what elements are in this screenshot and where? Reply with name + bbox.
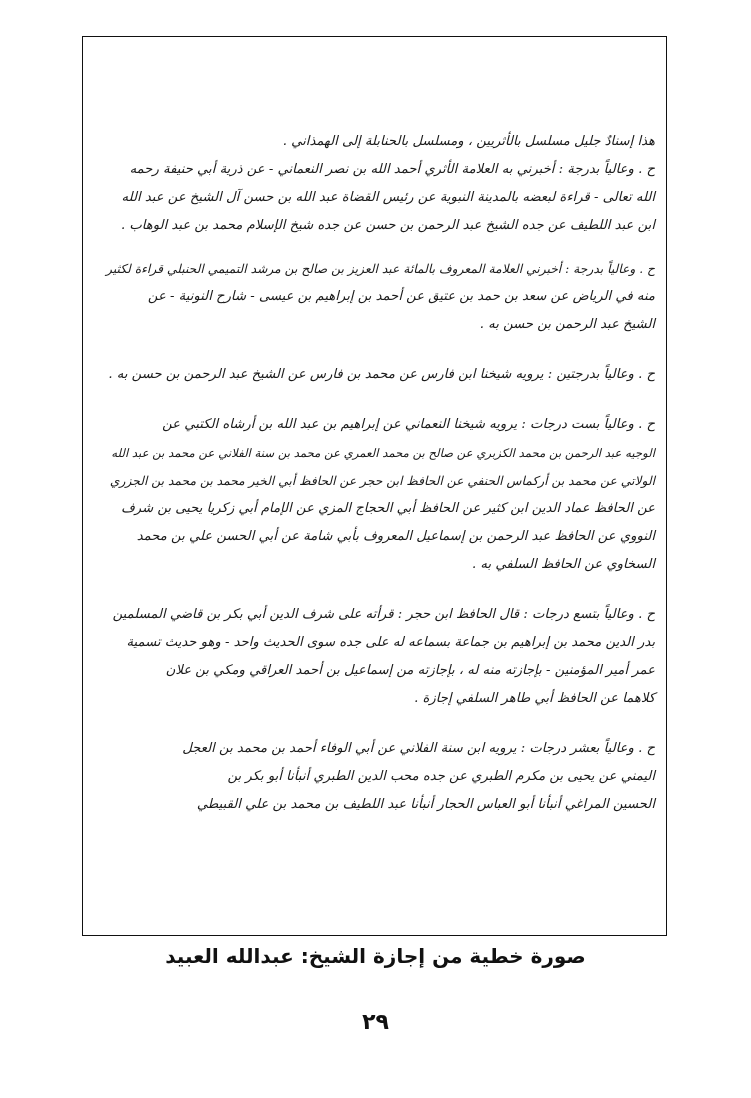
manuscript-line: ح . وعالياً بعشر درجات : يرويه ابن سنة الفلاني عن أبي الوفاء أحمد بن محمد بن العجل xyxy=(182,741,655,756)
manuscript-line: الشيخ عبد الرحمن بن حسن به . xyxy=(479,317,655,332)
manuscript-line: الوجيه عبد الرحمن بن محمد الكزبري عن صالح بن محمد العمري عن محمد بن سنة الفلاني عن محمد بن عبد الله xyxy=(111,446,655,460)
manuscript-line: عن الحافظ عماد الدين ابن كثير عن الحافظ أبي الحجاج المزي عن الإمام أبي زكريا يحيى بن شرف xyxy=(121,501,655,516)
image-caption: صورة خطية من إجازة الشيخ: عبدالله العبيد xyxy=(165,944,586,968)
manuscript-line: السخاوي عن الحافظ السلفي به . xyxy=(472,557,655,572)
manuscript-line: ابن عبد اللطيف عن جده الشيخ عبد الرحمن بن حسن عن جده شيخ الإسلام محمد بن عبد الوهاب . xyxy=(120,218,655,233)
manuscript-paragraph-5 xyxy=(100,601,655,713)
manuscript-line: هذا إسنادٌ جليل مسلسل بالأثريين ، ومسلسل بالحنابلة إلى الهمذاني . xyxy=(282,134,655,149)
manuscript-paragraph-1 xyxy=(100,128,655,240)
manuscript-line: الولاتي عن محمد بن أركماس الحنفي عن الحافظ ابن حجر عن الحافظ أبي الخير محمد بن محمد بن الجزري xyxy=(109,474,655,488)
manuscript-line: بدر الدين محمد بن إبراهيم بن جماعة بسماعه له على جده سوى الحديث واحد - وهو حديث تسمية xyxy=(126,635,655,650)
manuscript-line: ح . وعالياً بتسع درجات : قال الحافظ ابن حجر : قرأته على شرف الدين أبي بكر بن قاضي المسلمين xyxy=(112,607,655,622)
manuscript-line: منه في الرياض عن سعد بن حمد بن عتيق عن أحمد بن إبراهيم بن عيسى - شارح النونية - عن xyxy=(147,289,655,304)
manuscript-line: الحسين المراغي أنبأنا أبو العباس الحجار أنبأنا عبد اللطيف بن محمد بن علي القبيطي xyxy=(196,797,655,812)
manuscript-line: ح . وعالياً بست درجات : يرويه شيخنا النعماني عن إبراهيم بن عبد الله بن أرشاه الكتبي عن xyxy=(162,417,655,432)
manuscript-line: اليمني عن يحيى بن مكرم الطبري عن جده محب الدين الطبري أنبأنا أبو بكر بن xyxy=(227,769,655,784)
manuscript-line: ح . وعالياً بدرجة : أخبرني به العلامة الأثري أحمد الله بن نصر النعماني - عن ذرية أبي حنيفة رحمه xyxy=(129,162,655,177)
manuscript-paragraph-2 xyxy=(100,255,655,339)
page-number: ٢٩ xyxy=(362,1010,389,1035)
manuscript-paragraph-6 xyxy=(100,735,655,819)
manuscript-text xyxy=(100,120,655,819)
manuscript-line: الله تعالى - قراءة لبعضه بالمدينة النبوية عن رئيس القضاة عبد الله بن حسن آل الشيخ عن عبد الله xyxy=(121,190,655,205)
manuscript-line: كلاهما عن الحافظ أبي طاهر السلفي إجازة . xyxy=(414,691,655,706)
manuscript-paragraph-4 xyxy=(100,411,655,579)
manuscript-line: النووي عن الحافظ عبد الرحمن بن إسماعيل المعروف بأبي شامة عن أبي الحسن علي بن محمد xyxy=(136,529,655,544)
manuscript-line: ح . وعالياً بدرجة : أخبرني العلامة المعروف بالمائة عبد العزيز بن صالح بن مرشد التميمي الحنبلي قراءة لكثير xyxy=(106,262,655,276)
manuscript-paragraph-3 xyxy=(100,361,655,389)
manuscript-line: ح . وعالياً بدرجتين : يرويه شيخنا ابن فارس عن محمد بن فارس عن الشيخ عبد الرحمن بن حسن به . xyxy=(108,367,655,382)
manuscript-line: عمر أمير المؤمنين - بإجازته منه له ، بإجازته من إسماعيل بن أحمد العراقي ومكي بن علان xyxy=(165,663,655,678)
